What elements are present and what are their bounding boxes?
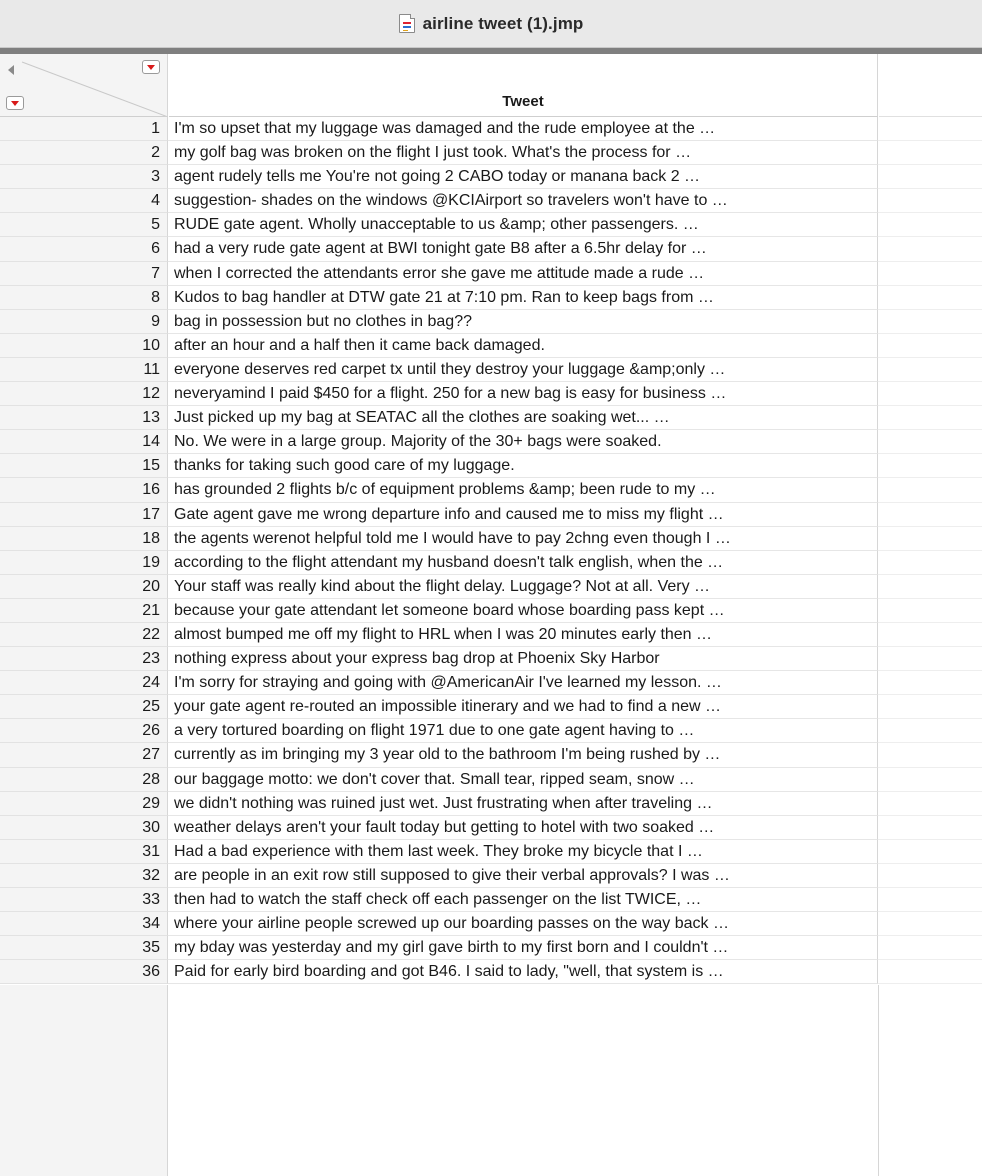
table-row[interactable] [0, 695, 982, 719]
row-number[interactable]: 8 [0, 286, 168, 310]
empty-cell [878, 165, 982, 189]
row-number[interactable]: 27 [0, 743, 168, 767]
tweet-cell[interactable]: neveryamind I paid $450 for a flight. 250 for a new bag is easy for business … [168, 382, 878, 406]
tweet-cell[interactable]: had a very rude gate agent at BWI tonight gate B8 after a 6.5hr delay for … [168, 237, 878, 261]
tweet-cell[interactable]: almost bumped me off my flight to HRL when I was 20 minutes early then … [168, 623, 878, 647]
table-row[interactable] [0, 334, 982, 358]
row-number[interactable]: 6 [0, 237, 168, 261]
row-number[interactable]: 31 [0, 840, 168, 864]
table-row[interactable] [0, 430, 982, 454]
rownum-gutter [0, 985, 168, 1176]
empty-cell [878, 912, 982, 936]
tweet-cell[interactable]: Your staff was really kind about the flight delay. Luggage? Not at all. Very … [168, 575, 878, 599]
tweet-cell[interactable]: thanks for taking such good care of my luggage. [168, 454, 878, 478]
row-number[interactable]: 15 [0, 454, 168, 478]
table-row[interactable] [0, 406, 982, 430]
row-number[interactable]: 25 [0, 695, 168, 719]
row-number[interactable]: 2 [0, 141, 168, 165]
tweet-cell[interactable]: I'm so upset that my luggage was damaged and the rude employee at the … [168, 117, 878, 141]
table-row[interactable] [0, 719, 982, 743]
tweet-cell[interactable]: Paid for early bird boarding and got B46. I said to lady, "well, that system is … [168, 960, 878, 984]
tweet-cell[interactable]: our baggage motto: we don't cover that. Small tear, ripped seam, snow … [168, 768, 878, 792]
empty-cell [878, 671, 982, 695]
table-row[interactable] [0, 599, 982, 623]
table-row[interactable] [0, 960, 982, 984]
tweet-cell[interactable]: Just picked up my bag at SEATAC all the clothes are soaking wet... … [168, 406, 878, 430]
row-number[interactable]: 3 [0, 165, 168, 189]
window-title: airline tweet (1).jmp [422, 13, 584, 33]
tweet-cell[interactable]: then had to watch the staff check off each passenger on the list TWICE, … [168, 888, 878, 912]
tweet-cell[interactable]: agent rudely tells me You're not going 2 CABO today or manana back 2 … [168, 165, 878, 189]
tweet-cell[interactable]: my bday was yesterday and my girl gave birth to my first born and I couldn't … [168, 936, 878, 960]
row-number[interactable]: 4 [0, 189, 168, 213]
empty-cell [878, 237, 982, 261]
row-number[interactable]: 10 [0, 334, 168, 358]
empty-cell [878, 334, 982, 358]
table-row[interactable] [0, 478, 982, 502]
row-number[interactable]: 22 [0, 623, 168, 647]
table-row[interactable] [0, 671, 982, 695]
table-row[interactable] [0, 647, 982, 671]
table-row[interactable] [0, 310, 982, 334]
jmp-document-icon [399, 14, 415, 33]
left-arrow-icon[interactable] [8, 65, 14, 75]
table-row[interactable] [0, 454, 982, 478]
empty-cell [878, 960, 982, 984]
tweet-cell[interactable]: bag in possession but no clothes in bag?? [168, 310, 878, 334]
empty-cell [878, 623, 982, 647]
tweet-cell[interactable]: Gate agent gave me wrong departure info and caused me to miss my flight … [168, 503, 878, 527]
row-number[interactable]: 19 [0, 551, 168, 575]
table-row[interactable] [0, 117, 982, 141]
tweet-cell[interactable]: the agents werenot helpful told me I would have to pay 2chng even though I … [168, 527, 878, 551]
empty-cell [878, 310, 982, 334]
table-row[interactable] [0, 912, 982, 936]
row-number[interactable]: 30 [0, 816, 168, 840]
table-row[interactable] [0, 792, 982, 816]
row-number[interactable]: 34 [0, 912, 168, 936]
grid-empty-space [0, 985, 982, 1176]
row-number[interactable]: 12 [0, 382, 168, 406]
table-row[interactable] [0, 840, 982, 864]
row-number[interactable]: 7 [0, 262, 168, 286]
table-row[interactable] [0, 551, 982, 575]
tweet-cell[interactable]: after an hour and a half then it came back damaged. [168, 334, 878, 358]
row-number[interactable]: 33 [0, 888, 168, 912]
empty-cell [878, 575, 982, 599]
table-row[interactable] [0, 189, 982, 213]
table-row[interactable] [0, 888, 982, 912]
empty-cell [878, 768, 982, 792]
table-row[interactable] [0, 213, 982, 237]
row-number[interactable]: 23 [0, 647, 168, 671]
column-hotspot-red-triangle-menu-icon[interactable] [142, 60, 160, 74]
empty-cell [878, 286, 982, 310]
empty-cell [878, 840, 982, 864]
column-header-tweet[interactable] [169, 54, 878, 117]
empty-cell [878, 864, 982, 888]
table-corner [0, 54, 168, 117]
tweet-cell[interactable]: my golf bag was broken on the flight I just took. What's the process for … [168, 141, 878, 165]
tweet-cell[interactable]: nothing express about your express bag drop at Phoenix Sky Harbor [168, 647, 878, 671]
tweet-cell[interactable]: a very tortured boarding on flight 1971 due to one gate agent having to … [168, 719, 878, 743]
row-number[interactable]: 21 [0, 599, 168, 623]
table-row[interactable] [0, 816, 982, 840]
row-number[interactable]: 18 [0, 527, 168, 551]
row-number[interactable]: 20 [0, 575, 168, 599]
empty-cell [878, 189, 982, 213]
empty-cell [878, 936, 982, 960]
row-number[interactable]: 9 [0, 310, 168, 334]
empty-cell [878, 647, 982, 671]
row-number[interactable]: 24 [0, 671, 168, 695]
tweet-cell[interactable]: suggestion- shades on the windows @KCIAirport so travelers won't have to … [168, 189, 878, 213]
table-row[interactable] [0, 864, 982, 888]
empty-cell [878, 213, 982, 237]
tweet-cell[interactable]: currently as im bringing my 3 year old to the bathroom I'm being rushed by … [168, 743, 878, 767]
row-number[interactable]: 1 [0, 117, 168, 141]
empty-cell [878, 117, 982, 141]
empty-cell [878, 358, 982, 382]
table-row[interactable] [0, 141, 982, 165]
table-row[interactable] [0, 936, 982, 960]
table-row[interactable] [0, 237, 982, 261]
tweet-cell[interactable]: we didn't nothing was ruined just wet. Just frustrating when after traveling … [168, 792, 878, 816]
empty-cell [878, 382, 982, 406]
empty-cell [878, 478, 982, 502]
table-row[interactable] [0, 165, 982, 189]
row-number[interactable]: 36 [0, 960, 168, 984]
window-title-group [399, 14, 584, 34]
empty-cell [878, 743, 982, 767]
row-number[interactable]: 11 [0, 358, 168, 382]
table-row[interactable] [0, 575, 982, 599]
empty-cell [878, 792, 982, 816]
data-grid [0, 117, 982, 984]
table-row[interactable] [0, 503, 982, 527]
empty-cell [878, 695, 982, 719]
tweet-cell[interactable]: RUDE gate agent. Wholly unacceptable to us &amp; other passengers. … [168, 213, 878, 237]
tweet-cell[interactable]: according to the flight attendant my husband doesn't talk english, when the … [168, 551, 878, 575]
table-row[interactable] [0, 623, 982, 647]
tweet-cell[interactable]: I'm sorry for straying and going with @AmericanAir I've learned my lesson. … [168, 671, 878, 695]
empty-cell [878, 888, 982, 912]
tweet-cell[interactable]: Had a bad experience with them last week. They broke my bicycle that I … [168, 840, 878, 864]
table-row[interactable] [0, 382, 982, 406]
title-bar [0, 0, 982, 48]
table-row[interactable] [0, 527, 982, 551]
row-number[interactable]: 32 [0, 864, 168, 888]
table-row[interactable] [0, 262, 982, 286]
empty-cell [878, 141, 982, 165]
tweet-cell[interactable]: your gate agent re-routed an impossible itinerary and we had to find a new … [168, 695, 878, 719]
column-header-label: Tweet [502, 93, 544, 110]
empty-cell [878, 719, 982, 743]
tweet-cell[interactable]: are people in an exit row still supposed to give their verbal approvals? I was … [168, 864, 878, 888]
table-row[interactable] [0, 286, 982, 310]
tweet-cell[interactable]: No. We were in a large group. Majority of the 30+ bags were soaked. [168, 430, 878, 454]
tweet-cell[interactable]: weather delays aren't your fault today but getting to hotel with two soaked … [168, 816, 878, 840]
table-row[interactable] [0, 743, 982, 767]
empty-cell [878, 454, 982, 478]
empty-cell [878, 599, 982, 623]
tweet-cell[interactable]: where your airline people screwed up our boarding passes on the way back … [168, 912, 878, 936]
row-number[interactable]: 35 [0, 936, 168, 960]
tweet-cell[interactable]: because your gate attendant let someone board whose boarding pass kept … [168, 599, 878, 623]
tweet-cell[interactable]: when I corrected the attendants error she gave me attitude made a rude … [168, 262, 878, 286]
row-number[interactable]: 14 [0, 430, 168, 454]
tweet-cell[interactable]: everyone deserves red carpet tx until they destroy your luggage &amp;only … [168, 358, 878, 382]
row-number[interactable]: 16 [0, 478, 168, 502]
empty-cell [878, 551, 982, 575]
empty-cell [878, 816, 982, 840]
empty-cell [878, 262, 982, 286]
row-number[interactable]: 13 [0, 406, 168, 430]
empty-cell [878, 430, 982, 454]
table-row[interactable] [0, 358, 982, 382]
row-number[interactable]: 29 [0, 792, 168, 816]
empty-cell [878, 503, 982, 527]
row-hotspot-red-triangle-menu-icon[interactable] [6, 96, 24, 110]
row-number[interactable]: 26 [0, 719, 168, 743]
column-space [168, 985, 879, 1176]
row-number[interactable]: 17 [0, 503, 168, 527]
row-number[interactable]: 28 [0, 768, 168, 792]
empty-cell [878, 527, 982, 551]
tweet-cell[interactable]: Kudos to bag handler at DTW gate 21 at 7:10 pm. Ran to keep bags from … [168, 286, 878, 310]
row-number[interactable]: 5 [0, 213, 168, 237]
tweet-cell[interactable]: has grounded 2 flights b/c of equipment problems &amp; been rude to my … [168, 478, 878, 502]
table-row[interactable] [0, 768, 982, 792]
empty-cell [878, 406, 982, 430]
empty-column-area [879, 54, 982, 117]
